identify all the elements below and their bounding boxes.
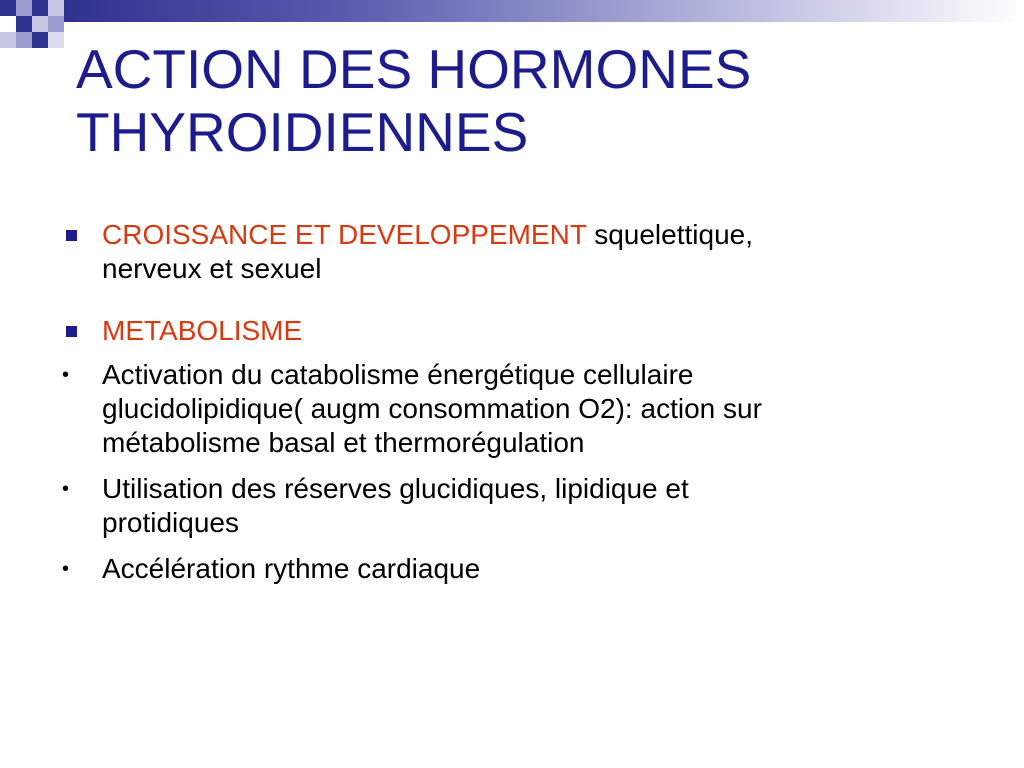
bullet-metabolism <box>60 314 960 348</box>
dot-bullet-icon: • <box>62 558 70 580</box>
square-bullet-icon <box>66 326 77 337</box>
square-bullet-icon <box>66 230 77 241</box>
title-line-1: ACTION DES HORMONES <box>76 38 752 100</box>
deco-square <box>48 16 64 32</box>
deco-square <box>32 16 48 32</box>
header-gradient-bar <box>64 0 1024 22</box>
bullet-text: Accélération rythme cardiaque <box>102 553 481 584</box>
bullet-text: protidiques <box>102 507 239 538</box>
deco-square <box>0 32 16 48</box>
bullet-text: glucidolipidique( augm consommation O2): action sur <box>102 393 762 424</box>
bullet-growth <box>60 218 960 286</box>
deco-square <box>16 32 32 48</box>
deco-square <box>16 0 32 16</box>
sub-bullet-cardiac <box>60 552 960 586</box>
deco-square <box>32 32 48 48</box>
slide-title <box>76 38 976 164</box>
deco-square <box>32 0 48 16</box>
deco-square <box>16 16 32 32</box>
deco-square <box>48 0 64 16</box>
deco-square <box>48 32 64 48</box>
title-line-2: THYROIDIENNES <box>76 101 529 163</box>
bullet-highlight: CROISSANCE ET DEVELOPPEMENT <box>102 219 587 250</box>
bullet-text: métabolisme basal et thermorégulation <box>102 427 585 458</box>
slide-body <box>60 218 960 586</box>
bullet-text: Activation du catabolisme énergétique cellulaire <box>102 359 694 390</box>
bullet-highlight: METABOLISME <box>102 315 303 346</box>
dot-bullet-icon: • <box>62 478 70 500</box>
bullet-text: Utilisation des réserves glucidiques, lipidique et <box>102 473 689 504</box>
bullet-text: nerveux et sexuel <box>102 253 322 284</box>
bullet-text: squelettique, <box>586 219 753 250</box>
dot-bullet-icon: • <box>62 364 70 386</box>
deco-square <box>0 0 16 16</box>
sub-bullet-reserves <box>60 472 960 540</box>
sub-bullet-activation <box>60 358 960 460</box>
